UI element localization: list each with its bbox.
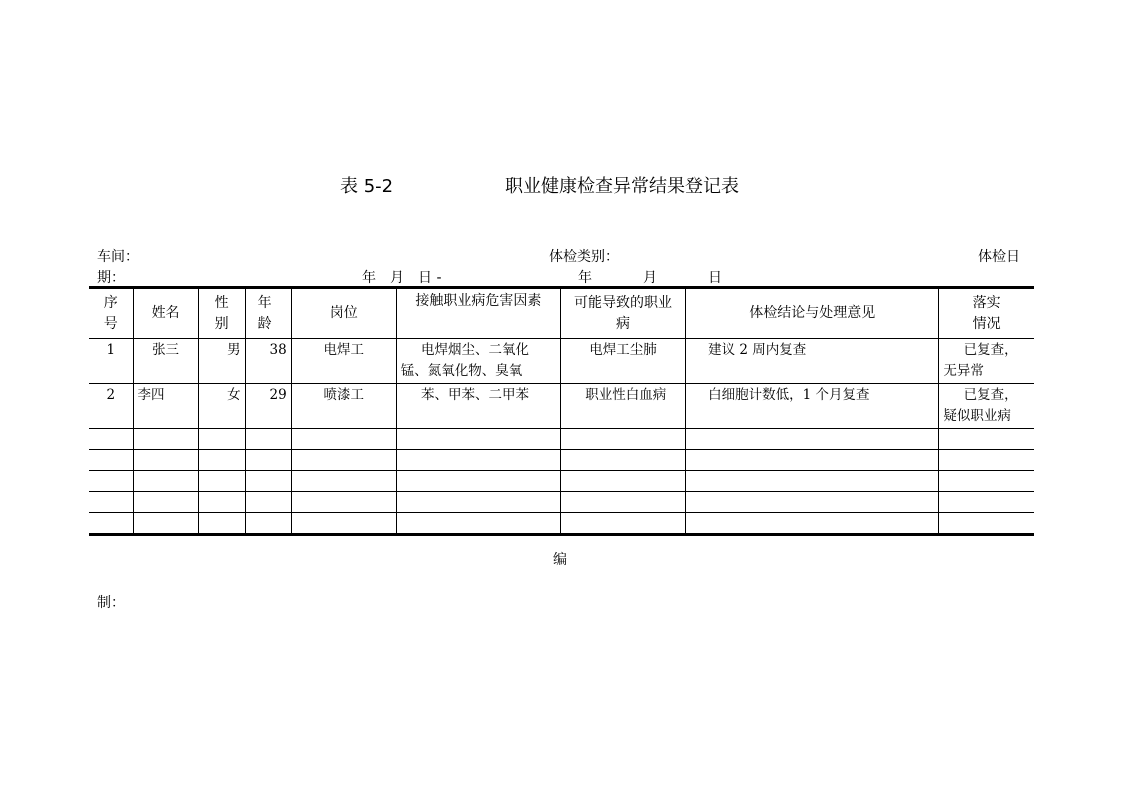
- col-header: 落实情况: [939, 288, 1034, 339]
- date-to-month: 月: [643, 270, 657, 286]
- col-header: 姓名: [133, 288, 198, 339]
- col-header: 可能导致的职业病: [560, 288, 685, 339]
- compiler-label: 编: [553, 552, 567, 568]
- cell-status: 已复查，疑似职业病: [939, 384, 1034, 429]
- compiler-label-cont: 制：: [97, 595, 125, 611]
- exam-date-label: 体检日: [978, 249, 1020, 265]
- col-header: 性别: [198, 288, 245, 339]
- cell-disease: 职业性白血病: [560, 384, 685, 429]
- date-from: 年 月 日 -: [362, 270, 442, 286]
- exam-type-label: 体检类别：: [549, 249, 619, 265]
- col-header: 序号: [89, 288, 133, 339]
- cell-status: 已复查，无异常: [939, 339, 1034, 384]
- cell-age: 38: [245, 339, 291, 384]
- cell-name: 张三: [133, 339, 198, 384]
- col-header: 岗位: [291, 288, 396, 339]
- col-header: 接触职业病危害因素: [396, 288, 560, 339]
- page-title: 职业健康检查异常结果登记表: [505, 176, 739, 197]
- empty-row: [89, 450, 1034, 471]
- cell-post: 喷漆工: [291, 384, 396, 429]
- cell-hazards: 苯、甲苯、二甲苯: [396, 384, 560, 429]
- header-row: [89, 288, 1034, 339]
- cell-conclusion: 白细胞计数低，1 个月复查: [686, 384, 939, 429]
- workshop-label: 车间：: [97, 249, 139, 265]
- table-row: [89, 339, 1034, 384]
- cell-conclusion: 建议 2 周内复查: [686, 339, 939, 384]
- table-number: 表 5-2: [340, 176, 394, 197]
- empty-row: [89, 513, 1034, 535]
- cell-no: 1: [89, 339, 133, 384]
- col-header: 体检结论与处理意见: [686, 288, 939, 339]
- empty-row: [89, 429, 1034, 450]
- cell-name: 李四: [133, 384, 198, 429]
- date-to-year: 年: [578, 270, 592, 286]
- cell-sex: 男: [198, 339, 245, 384]
- empty-row: [89, 471, 1034, 492]
- date-to-day: 日: [708, 270, 722, 286]
- cell-hazards: 电焊烟尘、二氧化锰、氮氧化物、臭氧: [396, 339, 560, 384]
- cell-disease: 电焊工尘肺: [560, 339, 685, 384]
- cell-post: 电焊工: [291, 339, 396, 384]
- cell-age: 29: [245, 384, 291, 429]
- col-header: 年龄: [245, 288, 291, 339]
- abnormal-results-table: [89, 286, 1034, 536]
- cell-sex: 女: [198, 384, 245, 429]
- exam-date-label-cont: 期：: [97, 270, 125, 286]
- cell-no: 2: [89, 384, 133, 429]
- table-row: [89, 384, 1034, 429]
- empty-row: [89, 492, 1034, 513]
